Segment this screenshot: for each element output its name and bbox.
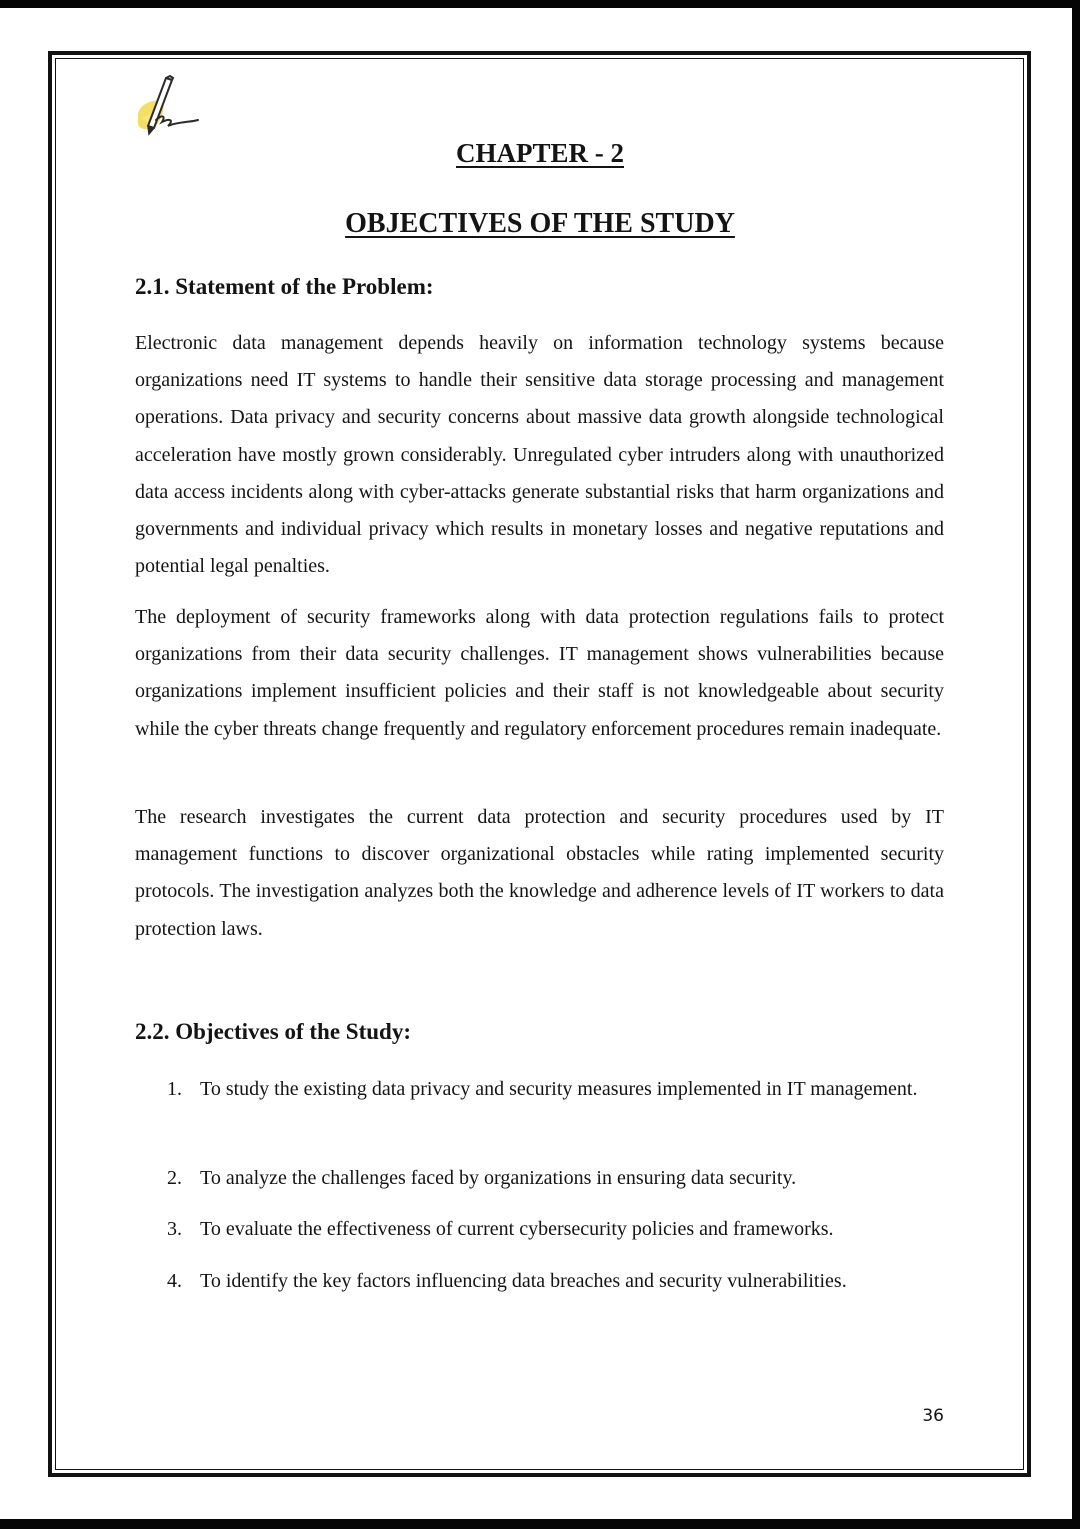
paragraph: Electronic data management depends heavily on information technology systems because organizations need IT systems to handle their sensitive data storage processing and management operations. Data privacy and security concerns about massive data growth alongside technological acceleration have mostly grown considerably. Unregulated cyber intruders along with unauthorized data access incidents along with cyber-attacks generate substantial risks that harm organizations and governments and individual privacy which results in monetary losses and negative reputations and potential legal penalties. — [135, 332, 944, 578]
page-number: 36 — [922, 1406, 944, 1426]
page-border-inner — [55, 58, 1024, 1470]
paragraph: The research investigates the current data protection and security procedures used by IT management functions to discover organizational obstacles while rating implemented security protocols. The investigation analyzes both the knowledge and adherence levels of IT workers to data protection laws. — [135, 806, 944, 940]
list-item-text: To study the existing data privacy and security measures implemented in IT management. — [200, 1078, 918, 1100]
list-item-number: 1. — [167, 1078, 182, 1100]
photo-edge-top — [0, 0, 1080, 8]
list-item-text: To identify the key factors influencing data breaches and security vulnerabilities. — [200, 1270, 847, 1292]
pen-with-highlight-icon — [132, 74, 202, 140]
section-heading-statement: 2.1. Statement of the Problem: — [135, 274, 434, 299]
photo-edge-bottom — [0, 1519, 1080, 1529]
chapter-label: CHAPTER - 2 — [456, 138, 624, 168]
list-item-number: 4. — [167, 1270, 182, 1292]
list-item-text: To evaluate the effectiveness of current cybersecurity policies and frameworks. — [200, 1218, 834, 1240]
chapter-title: OBJECTIVES OF THE STUDY — [345, 208, 735, 239]
list-item-text: To analyze the challenges faced by organizations in ensuring data security. — [200, 1167, 797, 1189]
list-item-number: 2. — [167, 1167, 182, 1189]
paragraph: The deployment of security frameworks along with data protection regulations fails to protect organizations from their data security challenges. IT management shows vulnerabilities because organizations implement insufficient policies and their staff is not knowledgeable about security while the cyber threats change frequently and regulatory enforcement procedures remain inadequate. — [135, 606, 944, 740]
list-item-number: 3. — [167, 1218, 182, 1240]
section-heading-objectives: 2.2. Objectives of the Study: — [135, 1019, 411, 1044]
